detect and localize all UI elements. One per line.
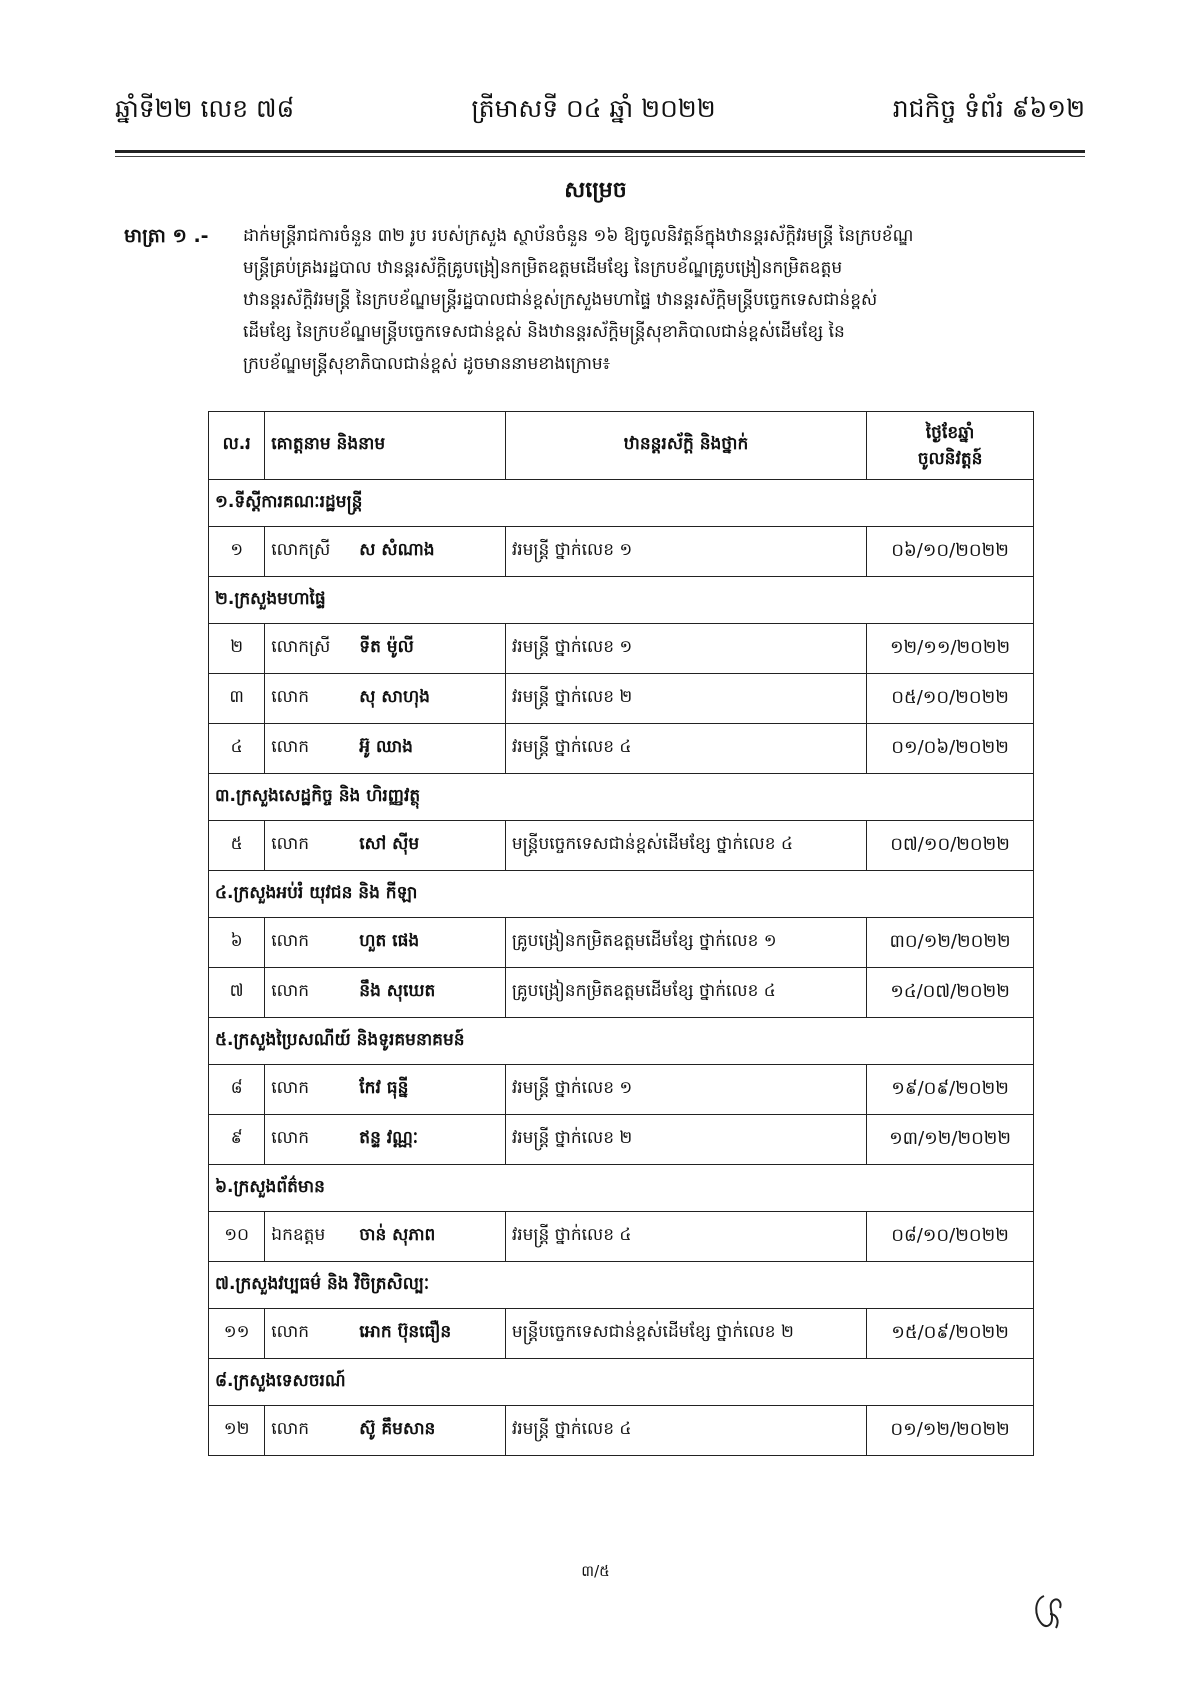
retirement-date: ១៤/០៧/២០២២	[867, 968, 1034, 1018]
honorific: លោក	[271, 931, 310, 951]
row-number: ៣	[209, 674, 265, 724]
col-header-rank: ឋានន្តរស័ក្តិ និងថ្នាក់	[505, 412, 866, 480]
honorific: លោកស្រី	[271, 637, 331, 657]
honorific: លោក	[271, 1078, 310, 1098]
rank-cell: វរមន្ត្រី ថ្នាក់លេខ ២	[505, 1115, 866, 1165]
ministry-group-row	[209, 1165, 1034, 1212]
article-body	[243, 220, 1043, 380]
col-header-date-line2: ចូលនិវត្តន៍	[917, 448, 983, 469]
honorific: លោក	[271, 1128, 310, 1148]
table-row	[209, 724, 1034, 774]
table-row	[209, 624, 1034, 674]
table-row	[209, 1065, 1034, 1115]
person-name: អ៊ូ ឈាង	[359, 737, 413, 757]
row-number: ១១	[209, 1309, 265, 1359]
retirement-date: ០១/១២/២០២២	[867, 1406, 1034, 1456]
person-cell	[265, 1065, 506, 1115]
row-number: ៨	[209, 1065, 265, 1115]
rank-cell: វរមន្ត្រី ថ្នាក់លេខ ១	[505, 624, 866, 674]
col-header-name: គោត្តនាម និងនាម	[265, 412, 506, 480]
gazette-header	[115, 86, 1085, 138]
table-row	[209, 1309, 1034, 1359]
rank-cell: វរមន្ត្រី ថ្នាក់លេខ ១	[505, 527, 866, 577]
ministry-name: ៦.ក្រសួងព័ត៌មាន	[209, 1165, 1034, 1212]
issue-number: ឆ្នាំទី២២ លេខ ៧៨	[115, 94, 295, 123]
ministry-group-row	[209, 1018, 1034, 1065]
col-header-date-line1: ថ្ងៃខែឆ្នាំ	[925, 422, 975, 443]
retirement-date: ៣០/១២/២០២២	[867, 918, 1034, 968]
table-row	[209, 1406, 1034, 1456]
ministry-group-row	[209, 1262, 1034, 1309]
honorific: លោក	[271, 1419, 310, 1439]
table-header-row	[209, 412, 1034, 480]
person-cell	[265, 1309, 506, 1359]
row-number: ២	[209, 624, 265, 674]
person-name: នឹង សុឃេត	[359, 981, 436, 1001]
retirement-date: ១៣/១២/២០២២	[867, 1115, 1034, 1165]
person-name: អោក ប៊ុនធឿន	[359, 1322, 452, 1342]
issue-date: ត្រីមាសទី ០៤ ឆ្នាំ ២០២២	[471, 94, 716, 123]
retirement-date: ០៨/១០/២០២២	[867, 1212, 1034, 1262]
honorific: លោក	[271, 981, 310, 1001]
col-header-no: ល.រ	[209, 412, 265, 480]
table-row	[209, 527, 1034, 577]
person-cell	[265, 527, 506, 577]
ministry-name: ៣.ក្រសួងសេដ្ឋកិច្ច និង ហិរញ្ញវត្ថុ	[209, 774, 1034, 821]
person-cell	[265, 821, 506, 871]
rank-cell: វរមន្ត្រី ថ្នាក់លេខ ៤	[505, 724, 866, 774]
retirement-date: ១២/១១/២០២២	[867, 624, 1034, 674]
person-name: ស សំណាង	[359, 540, 435, 560]
person-name: ឥន្ទ វណ្ណៈ	[359, 1128, 419, 1148]
header-rule	[115, 150, 1085, 153]
article-label: មាត្រា ១ .-	[124, 225, 209, 247]
retirement-date: ១៥/០៩/២០២២	[867, 1309, 1034, 1359]
retirement-date: ០១/០៦/២០២២	[867, 724, 1034, 774]
person-name: ចាន់ សុភាព	[359, 1225, 436, 1245]
retirement-date: ០៧/១០/២០២២	[867, 821, 1034, 871]
ministry-group-row	[209, 480, 1034, 527]
decision-heading: សម្រេច	[564, 178, 627, 203]
table-row	[209, 821, 1034, 871]
person-name: កែវ ធុន្នី	[359, 1078, 409, 1098]
row-number: ១២	[209, 1406, 265, 1456]
person-cell	[265, 724, 506, 774]
retirement-date: ១៩/០៩/២០២២	[867, 1065, 1034, 1115]
row-number: ៦	[209, 918, 265, 968]
person-name: ស៊ូ គឹមសាន	[359, 1419, 436, 1439]
honorific: លោក	[271, 687, 310, 707]
article-line: ដាក់មន្ត្រីរាជការចំនួន ៣២ រូប របស់ក្រសួង ស្ថាប័នចំនួន ១៦ ឱ្យចូលនិវត្តន៍ក្នុងឋានន្តរស័ក្តិវរមន្ត្រី នៃក្របខ័ណ្ឌ	[243, 226, 914, 246]
ministry-name: ១.ទីស្តីការគណៈរដ្ឋមន្ត្រី	[209, 480, 1034, 527]
person-name: សុ សាហុង	[359, 687, 430, 707]
table-row	[209, 918, 1034, 968]
honorific: លោក	[271, 737, 310, 757]
rank-cell: មន្ត្រីបច្ចេកទេសជាន់ខ្ពស់ដើមខ្សែ ថ្នាក់លេខ ២	[505, 1309, 866, 1359]
table-row	[209, 1115, 1034, 1165]
person-cell	[265, 624, 506, 674]
rank-cell: វរមន្ត្រី ថ្នាក់លេខ ៤	[505, 1212, 866, 1262]
rank-cell: វរមន្ត្រី ថ្នាក់លេខ ២	[505, 674, 866, 724]
gazette-page: រាជកិច្ច ទំព័រ ៩៦១២	[892, 94, 1085, 123]
row-number: ៥	[209, 821, 265, 871]
ministry-group-row	[209, 1359, 1034, 1406]
rank-cell: គ្រូបង្រៀនកម្រិតឧត្តមដើមខ្សែ ថ្នាក់លេខ ៤	[505, 968, 866, 1018]
ministry-name: ៤.ក្រសួងអប់រំ យុវជន និង កីឡា	[209, 871, 1034, 918]
person-name: ទីត ម៉ូលី	[359, 637, 414, 657]
retirement-date: ០៥/១០/២០២២	[867, 674, 1034, 724]
col-header-date	[867, 412, 1034, 480]
person-cell	[265, 674, 506, 724]
rank-cell: គ្រូបង្រៀនកម្រិតឧត្តមដើមខ្សែ ថ្នាក់លេខ ១	[505, 918, 866, 968]
retirement-table	[208, 411, 1034, 1456]
person-cell	[265, 1406, 506, 1456]
person-cell	[265, 1212, 506, 1262]
ministry-group-row	[209, 871, 1034, 918]
row-number: ១	[209, 527, 265, 577]
ministry-name: ២.ក្រសួងមហាផ្ទៃ	[209, 577, 1034, 624]
ministry-group-row	[209, 577, 1034, 624]
table-row	[209, 1212, 1034, 1262]
person-cell	[265, 968, 506, 1018]
row-number: ៩	[209, 1115, 265, 1165]
row-number: ៤	[209, 724, 265, 774]
ministry-group-row	[209, 774, 1034, 821]
article-line: ដើមខ្សែ នៃក្របខ័ណ្ឌមន្ត្រីបច្ចេកទេសជាន់ខ្ពស់ និងឋានន្តរស័ក្តិមន្ត្រីសុខាភិបាលជាន់ខ្ពស់ដើមខ្សែ នៃ	[243, 322, 845, 342]
signature-initial-icon	[1030, 1590, 1066, 1634]
honorific: ឯកឧត្តម	[271, 1225, 326, 1245]
person-cell	[265, 1115, 506, 1165]
table-row	[209, 674, 1034, 724]
header-rule-thin	[115, 156, 1085, 157]
rank-cell: វរមន្ត្រី ថ្នាក់លេខ ៤	[505, 1406, 866, 1456]
retirement-date: ០៦/១០/២០២២	[867, 527, 1034, 577]
table-body	[209, 480, 1034, 1456]
article-line: ឋានន្តរស័ក្តិវរមន្ត្រី នៃក្របខ័ណ្ឌមន្ត្រីរដ្ឋបាលជាន់ខ្ពស់ក្រសួងមហាផ្ទៃ ឋានន្តរស័ក្តិមន្ត្រីបច្ចេកទេសជាន់ខ្ពស់	[243, 290, 878, 310]
table-row	[209, 968, 1034, 1018]
ministry-name: ៥.ក្រសួងប្រៃសណីយ៍ និងទូរគមនាគមន៍	[209, 1018, 1034, 1065]
page-number: ៣/៥	[581, 1562, 610, 1580]
row-number: ៧	[209, 968, 265, 1018]
honorific: លោក	[271, 1322, 310, 1342]
rank-cell: មន្ត្រីបច្ចេកទេសជាន់ខ្ពស់ដើមខ្សែ ថ្នាក់លេខ ៤	[505, 821, 866, 871]
rank-cell: វរមន្ត្រី ថ្នាក់លេខ ១	[505, 1065, 866, 1115]
honorific: លោកស្រី	[271, 540, 331, 560]
row-number: ១០	[209, 1212, 265, 1262]
person-name: ហួត ផេង	[359, 931, 420, 951]
article-line: មន្ត្រីគ្រប់គ្រងរដ្ឋបាល ឋានន្តរស័ក្តិគ្រូបង្រៀនកម្រិតឧត្តមដើមខ្សែ នៃក្របខ័ណ្ឌគ្រូបង្រៀនកម្រិតឧត្តម	[243, 258, 843, 278]
person-name: សៅ ស៊ីម	[359, 834, 420, 854]
person-cell	[265, 918, 506, 968]
honorific: លោក	[271, 834, 310, 854]
ministry-name: ៧.ក្រសួងវប្បធម៌ និង វិចិត្រសិល្បៈ	[209, 1262, 1034, 1309]
ministry-name: ៨.ក្រសួងទេសចរណ៍	[209, 1359, 1034, 1406]
article-line: ក្របខ័ណ្ឌមន្ត្រីសុខាភិបាលជាន់ខ្ពស់ ដូចមាននាមខាងក្រោម៖	[243, 354, 611, 374]
